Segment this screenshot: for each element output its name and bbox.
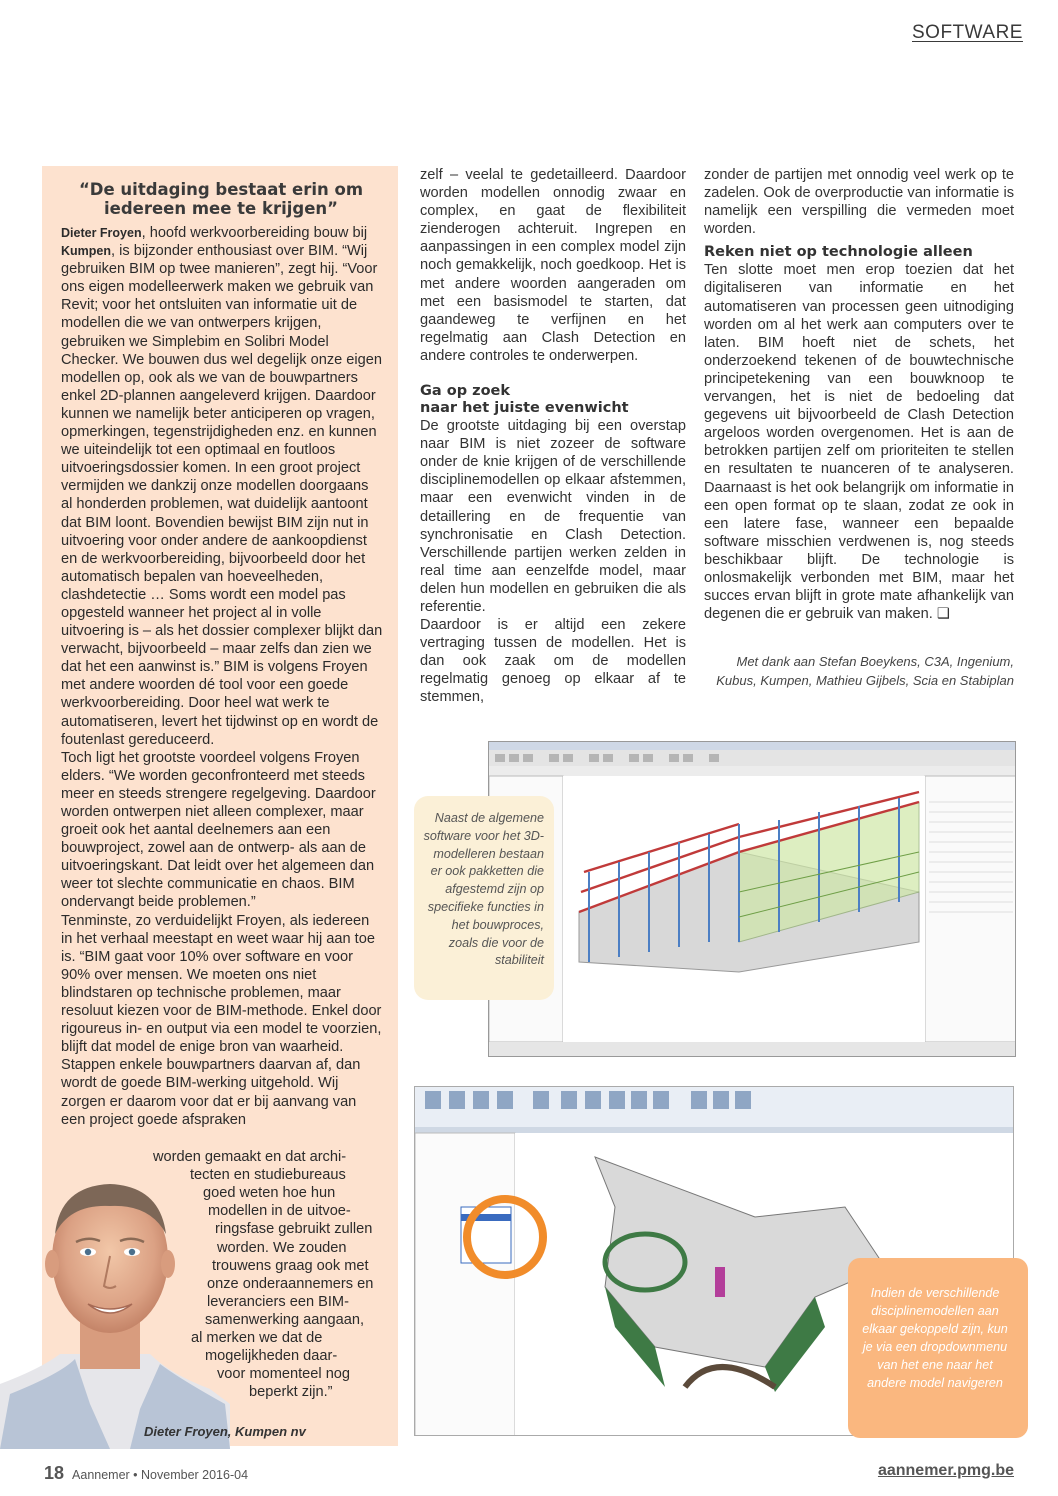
sidebar-paragraph-3: Tenminste, zo verduidelijkt Froyen, als iedereen in het verhaal meestapt en weet waar hij aan toe is. “BIM gaat voor 10% over software en voor 90% over mensen. We moeten ons niet blindstaren op technische problemen, maar resoluut kiezen voor de BIM-methode. Enkel door rigoureus in- en output via een model te voorzien, blijft dat model de enige bron van waarheid. Stappen enkele bouwpartners daarvan af, dan wordt de goede BIM-werking uitgehold. Wij zorgen er daarom voor dat er bij aanvang van een project goede afspraken	[61, 912, 382, 1128]
sidebar-paragraph-1: , is bijzonder enthousiast over BIM. “Wij gebruiken BIM op twee manieren”, zegt hij. “Voor ons eigen modelleerwerk maken we gebruik van Revit; voor het ontsluiten van informatie uit de modellen die we van ontwerpers krijgen, gebruiken we Simplebim en Solibri Model Checker. We bouwen dus wel degelijk onze eigen modellen op, ook als we van de bouwpartners enkel 2D-plannen aangeleverd krijgen. Daardoor kunnen we namelijk beter anticiperen op vragen, opmerkingen, tegenstrijdigheden enz. en kunnen we uiteindelijk tot een optimaal en foutloos uitvoeringsdossier komen. In een groot project vermijden we dankzij onze modellen doorgaans al honderden problemen, wat duidelijk aantoont dat BIM loont. Bovendien bewijst BIM zijn nut in uitvoering voor onder andere de aankoopdienst en de werkvoorbereiding, bijvoorbeeld door het automatisch bepalen van hoeveelheden, clashdetectie … Soms wordt een model pas opgesteld wanneer het project al in volle uitvoering is – als het dossier complexer blijkt dan verwacht, bijvoorbeeld – maar zelfs dan zien we dat het een aanwinst is.” BIM is volgens Froyen met andere woorden dé tool voor een goede werkvoorbereiding. Door heel wat werk te automatiseren, levert het tijdwinst op en wordt de foutenlast gereduceerd.	[61, 243, 383, 748]
page-number: 18	[44, 1463, 65, 1483]
magazine-issue: Aannemer • November 2016-04	[72, 1468, 249, 1482]
image-caption-2: Indien de verschillende disciplinemodellen aan elkaar gekoppeld zijn, kun je via een dropdownmenu van het ene naar het andere model navigeren	[848, 1258, 1028, 1438]
paragraph: De grootste uitdaging bij een overstap naar BIM is niet zozeer de software onder de knie krijgen of de verschillende disciplinemodellen op elkaar afstemmen, maar een evenwicht vinden in de detaillering en de frequentie van synchronisatie en Clash Detection. Verschillende partijen werken zelden in real time aan eenzelfde model, maar delen hun modellen en gebruiken die als referentie.	[420, 418, 686, 615]
paragraph: zelf – veelal te gedetailleerd. Daardoor worden modellen onnodig zwaar en complex, en gaat de flexibiliteit zienderogen achteruit. Ingrepen en aanpassingen in een complex model zijn noch gemakkelijk, noch goedkoop. Het is met andere woorden aangeraden om met een basismodel te starten, dat gaandeweg te verfijnen en het regelmatig aan Clash Detection en andere controles te onderwerpen.	[420, 167, 686, 364]
website-link[interactable]: aannemer.pmg.be	[877, 1462, 1014, 1479]
image-caption-1: Naast de algemene software voor het 3D-modelleren bestaan er ook pakketten die afgestemd zijn op specifieke functies in het bouwproces, zoals die voor de stabiliteit	[414, 796, 554, 1000]
sidebar-tail-line: trouwens graag ook met	[212, 1257, 369, 1274]
subheading: Reken niet op technologie alleen	[704, 244, 973, 261]
sidebar-tail-line: worden. We zouden	[217, 1239, 347, 1256]
sidebar-paragraph-2: Toch ligt het grootste voordeel volgens Froyen elders. “We worden geconfronteerd met steeds meer en steeds strengere regelgeving. Daardoor worden ontwerpen niet alleen complexer, maar groeit ook het aantal deelnemers aan een bouwproject, zowel aan de ontwerp- als aan de uitvoeringskant. Dat leidt over het algemeen dan weer tot slechte communicatie en chaos. BIM ondervangt beide problemen.”	[61, 749, 376, 911]
paragraph: Daardoor is er altijd een zekere vertraging tussen de modellen. Het is dan ook zaak om de modellen regelmatig genoeg op elkaar af te stemmen,	[420, 617, 686, 706]
sidebar-tail-line: beperkt zijn.”	[249, 1384, 333, 1401]
sidebar-tail-line: modellen in de uitvoe-	[208, 1203, 351, 1220]
end-mark-icon: ❑	[936, 606, 950, 623]
sidebar-body: Dieter Froyen, hoofd werkvoorbereiding bouw bij Kumpen, is bijzonder enthousiast over BIM. “Wij gebruiken BIM op twee manieren”, zegt hij. “Voor ons eigen modelleerwerk maken we gebruik van Revit; voor het ontsluiten van informatie uit de modellen die we van ontwerpers krijgen, gebruiken we Simplebim en Solibri Model Checker. We bouwen dus wel degelijk onze eigen modellen op, ook als we van de bouwpartners enkel 2D-plannen aangeleverd krijgen. Daardoor kunnen we namelijk beter anticiperen op vragen, opmerkingen, tegenstrijdigheden enz. en kunnen we uiteindelijk tot een optimaal en foutloos uitvoeringsdossier komen. In een groot project vermijden we dankzij onze modellen doorgaans al honderden problemen, wat duidelijk aantoont dat BIM loont. Bovendien bewijst BIM zijn nut in uitvoering voor onder andere de aankoopdienst en de werkvoorbereiding, bijvoorbeeld door het automatisch bepalen van hoeveelheden, clashdetectie … Soms wordt een model pas opgesteld wanneer het project al in volle uitvoering is – als het dossier complexer blijkt dan verwacht, bijvoorbeeld – maar zelfs dan zien we dat het een aanwinst is.” BIM is volgens Froyen met andere woorden dé tool voor een goede werkvoorbereiding. Door heel wat werk te automatiseren, levert het tijdwinst op en wordt de foutenlast gereduceerd. Toch ligt het grootste voordeel volgens Froyen elders. “We worden geconfronteerd met steeds meer en steeds strengere regelgeving. Daardoor worden ontwerpen niet alleen complexer, maar groeit ook het aantal deelnemers aan een bouwproject, zowel aan de ontwerp- als aan de uitvoeringskant. Dat leidt over het algemeen dan weer tot slechte communicatie en chaos. BIM ondervangt beide problemen.” Tenminste, zo verduidelijkt Froyen, als iedereen in het verhaal meestapt en weet waar hij aan toe is. “BIM gaat voor 10% over software en voor 90% over mensen. We moeten ons niet blindstaren op technische problemen, maar resoluut kiezen voor de BIM-methode. Enkel door rigoureus in- en output via een model te voorzien, blijft dat model de enige bron van waarheid. Stappen enkele bouwpartners daarvan af, dan wordt de goede BIM-werking uitgehold. Wij zorgen er daarom voor dat er bij aanvang van een project goede afspraken	[61, 225, 383, 1128]
paragraph: Ten slotte moet men erop toezien dat het digitaliseren van informatie en het automatiseren van processen geen uitnodiging worden om al het werk aan computers over te laten. BIM hoeft niet de schets, het onderzoekend tekenen of de bouwtechnische principetekening van een bouwknoop te vervangen, het is niet de bedoeling dat gegevens uit bijvoorbeeld de Clash Detection argeloos worden overgenomen. Het is aan de betrokken partijen zelf om prioriteiten te stellen en resultaten te nuanceren of te analyseren. Daarnaast is het ook belangrijk om informatie in een open format op te slaan, zodat ze ook in een latere fase, wanneer een bepaalde software misschien verdwenen is, nog steeds beschikbaar blijft. De technologie is onlosmakelijk verbonden met BIM, maar het succes ervan blijft in grote mate afhankelijk van degenen die er gebruik van maken. ❑	[704, 262, 1014, 623]
sidebar-tail-line: onze onderaannemers en	[207, 1275, 374, 1292]
company-name: Kumpen	[61, 244, 111, 259]
screenshot-structural-software	[488, 741, 1016, 1057]
sidebar-tail-line: voor momenteel nog	[217, 1366, 351, 1383]
paragraph: zonder de partijen met onnodig veel werk op te zadelen. Ook de overproductie van informatie is namelijk een verspilling die vermeden moet worden.	[704, 167, 1014, 238]
footer-left	[44, 1463, 248, 1484]
sidebar-tail-line: tecten en studiebureaus	[190, 1167, 346, 1184]
article-column-right	[704, 166, 1014, 623]
subheading: Ga op zoek naar het juiste evenwicht	[420, 383, 629, 417]
structural-model-illustration	[489, 742, 1016, 1057]
sidebar-tail-line: goed weten hoe hun	[203, 1185, 336, 1202]
section-label: SOFTWARE	[912, 22, 1023, 43]
sidebar-tail-line: mogelijkheden daar-	[205, 1348, 338, 1365]
acknowledgements: Met dank aan Stefan Boeykens, C3A, Ingenium, Kubus, Kumpen, Mathieu Gijbels, Scia en Stabiplan	[716, 654, 1014, 688]
article-column-middle	[420, 166, 686, 707]
sidebar-tail-line: worden gemaakt en dat archi-	[153, 1149, 347, 1165]
sidebar-title: “De uitdaging bestaat erin om iedereen mee te krijgen”	[78, 180, 364, 218]
portrait-photo	[0, 1174, 230, 1449]
sidebar-tail-line: ringsfase gebruikt zullen	[215, 1221, 373, 1238]
sidebar-tail-line: al merken we dat de	[191, 1330, 323, 1346]
interviewee-name: Dieter Froyen	[61, 226, 142, 240]
sidebar-tail-line: samenwerking aangaan,	[205, 1311, 365, 1328]
portrait-caption: Dieter Froyen, Kumpen nv	[144, 1424, 306, 1439]
sidebar-tail-line: leveranciers een BIM-	[207, 1293, 349, 1310]
